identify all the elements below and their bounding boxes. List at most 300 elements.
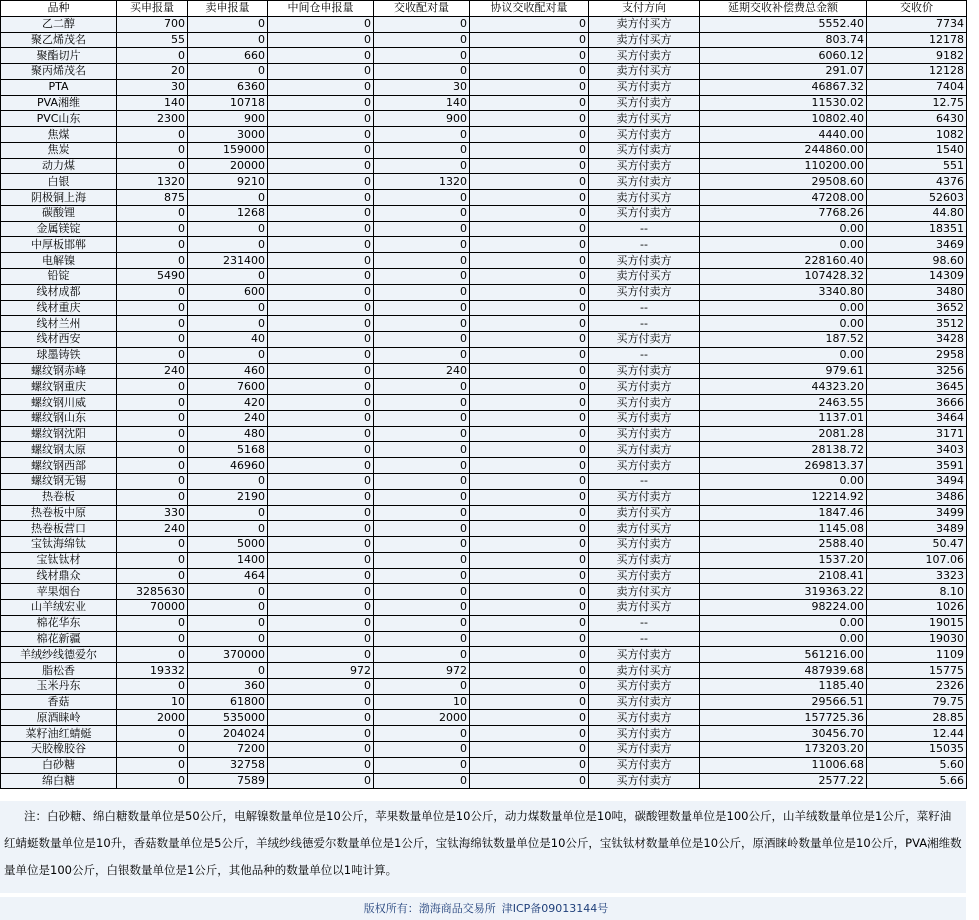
- cell-agreement-qty: 0: [470, 205, 589, 221]
- cell-variety: 阴极铜上海: [1, 190, 117, 206]
- cell-pay-direction: 买方付卖方: [589, 410, 700, 426]
- table-row: [1, 48, 967, 64]
- cell-price: 7734: [867, 16, 967, 32]
- table-body: [1, 16, 967, 789]
- cell-price: 15035: [867, 741, 967, 757]
- header-agreement-qty: 协议交收配对量: [470, 1, 589, 17]
- cell-compensation: 319363.22: [700, 584, 867, 600]
- cell-agreement-qty: 0: [470, 379, 589, 395]
- cell-match-qty: 972: [374, 663, 470, 679]
- cell-middle-qty: 0: [268, 379, 374, 395]
- cell-variety: 螺纹钢西部: [1, 458, 117, 474]
- table-row: [1, 363, 967, 379]
- cell-variety: 螺纹钢川威: [1, 395, 117, 411]
- cell-pay-direction: 卖方付买方: [589, 190, 700, 206]
- cell-agreement-qty: 0: [470, 647, 589, 663]
- cell-variety: 宝钛钛材: [1, 552, 117, 568]
- cell-buy-qty: 0: [117, 757, 188, 773]
- cell-match-qty: 900: [374, 111, 470, 127]
- cell-match-qty: 0: [374, 64, 470, 80]
- cell-price: 3323: [867, 568, 967, 584]
- cell-buy-qty: 0: [117, 284, 188, 300]
- cell-price: 3464: [867, 410, 967, 426]
- cell-price: 15775: [867, 663, 967, 679]
- cell-buy-qty: 0: [117, 142, 188, 158]
- cell-compensation: 157725.36: [700, 710, 867, 726]
- cell-pay-direction: 卖方付买方: [589, 16, 700, 32]
- cell-variety: 焦煤: [1, 127, 117, 143]
- cell-pay-direction: 买方付卖方: [589, 426, 700, 442]
- cell-sell-qty: 464: [188, 568, 268, 584]
- cell-compensation: 2577.22: [700, 773, 867, 789]
- cell-compensation: 110200.00: [700, 158, 867, 174]
- cell-match-qty: 240: [374, 363, 470, 379]
- cell-compensation: 487939.68: [700, 663, 867, 679]
- table-row: [1, 442, 967, 458]
- cell-pay-direction: 买方付卖方: [589, 678, 700, 694]
- cell-variety: PVA湘维: [1, 95, 117, 111]
- cell-agreement-qty: 0: [470, 347, 589, 363]
- cell-pay-direction: 买方付卖方: [589, 726, 700, 742]
- units-note-text: 注：白砂糖、绵白糖数量单位是50公斤，电解镍数量单位是10公斤，苹果数量单位是10公斤，动力煤数量单位是10吨，碳酸锂数量单位是100公斤，山羊绒数量单位是1公斤，菜籽油红蜻蜓数量单位是10升，香菇数量单位是5公斤，羊绒纱线德爱尔数量单位是1公斤，宝钛海绵钛数量单位是10公斤，宝钛钛材数量单位是10公斤，原酒睐岭数量单位是10公斤，PVA湘维数量单位是100公斤，白银数量单位是1公斤，其他品种的数量单位以1吨计算。: [4, 809, 962, 877]
- cell-sell-qty: 460: [188, 363, 268, 379]
- cell-compensation: 44323.20: [700, 379, 867, 395]
- cell-compensation: 803.74: [700, 32, 867, 48]
- cell-variety: 铅锭: [1, 269, 117, 285]
- cell-middle-qty: 0: [268, 521, 374, 537]
- cell-compensation: 5552.40: [700, 16, 867, 32]
- cell-pay-direction: 买方付卖方: [589, 205, 700, 221]
- page-footer: [0, 897, 966, 920]
- cell-variety: 螺纹钢赤峰: [1, 363, 117, 379]
- cell-variety: 线材西安: [1, 332, 117, 348]
- cell-variety: 热卷板营口: [1, 521, 117, 537]
- cell-pay-direction: --: [589, 300, 700, 316]
- cell-match-qty: 1320: [374, 174, 470, 190]
- cell-middle-qty: 0: [268, 442, 374, 458]
- cell-sell-qty: 0: [188, 269, 268, 285]
- icp-link[interactable]: 津ICP备09013144号: [501, 902, 609, 915]
- cell-buy-qty: 0: [117, 568, 188, 584]
- cell-pay-direction: --: [589, 473, 700, 489]
- cell-buy-qty: 0: [117, 726, 188, 742]
- cell-price: 3494: [867, 473, 967, 489]
- cell-match-qty: 0: [374, 284, 470, 300]
- cell-sell-qty: 0: [188, 615, 268, 631]
- cell-pay-direction: 买方付卖方: [589, 568, 700, 584]
- table-row: [1, 190, 967, 206]
- cell-price: 19030: [867, 631, 967, 647]
- cell-pay-direction: --: [589, 221, 700, 237]
- cell-variety: 螺纹钢山东: [1, 410, 117, 426]
- cell-middle-qty: 0: [268, 773, 374, 789]
- cell-pay-direction: 买方付卖方: [589, 332, 700, 348]
- cell-variety: 电解镍: [1, 253, 117, 269]
- cell-price: 3480: [867, 284, 967, 300]
- cell-buy-qty: 0: [117, 253, 188, 269]
- cell-variety: 中厚板邯郸: [1, 237, 117, 253]
- cell-buy-qty: 0: [117, 237, 188, 253]
- cell-variety: 棉花新疆: [1, 631, 117, 647]
- cell-variety: 香菇: [1, 694, 117, 710]
- cell-middle-qty: 0: [268, 158, 374, 174]
- cell-middle-qty: 0: [268, 584, 374, 600]
- table-row: [1, 741, 967, 757]
- cell-match-qty: 0: [374, 568, 470, 584]
- cell-match-qty: 0: [374, 458, 470, 474]
- cell-buy-qty: 2300: [117, 111, 188, 127]
- cell-buy-qty: 0: [117, 647, 188, 663]
- cell-compensation: 0.00: [700, 473, 867, 489]
- cell-middle-qty: 0: [268, 237, 374, 253]
- cell-agreement-qty: 0: [470, 221, 589, 237]
- cell-agreement-qty: 0: [470, 300, 589, 316]
- cell-buy-qty: 10: [117, 694, 188, 710]
- cell-compensation: 2108.41: [700, 568, 867, 584]
- cell-agreement-qty: 0: [470, 678, 589, 694]
- cell-price: 1540: [867, 142, 967, 158]
- copyright-text: 版权所有：渤海商品交易所: [363, 902, 496, 915]
- table-row: [1, 379, 967, 395]
- cell-middle-qty: 0: [268, 678, 374, 694]
- cell-buy-qty: 0: [117, 332, 188, 348]
- cell-middle-qty: 0: [268, 726, 374, 742]
- cell-buy-qty: 0: [117, 615, 188, 631]
- header-pay-direction: 支付方向: [589, 1, 700, 17]
- cell-sell-qty: 370000: [188, 647, 268, 663]
- cell-compensation: 1145.08: [700, 521, 867, 537]
- cell-middle-qty: 0: [268, 615, 374, 631]
- cell-middle-qty: 0: [268, 142, 374, 158]
- cell-pay-direction: 买方付卖方: [589, 158, 700, 174]
- cell-variety: 线材兰州: [1, 316, 117, 332]
- cell-pay-direction: 买方付卖方: [589, 127, 700, 143]
- cell-match-qty: 0: [374, 489, 470, 505]
- cell-variety: 螺纹钢重庆: [1, 379, 117, 395]
- cell-middle-qty: 0: [268, 253, 374, 269]
- table-header-row: [1, 1, 967, 17]
- cell-middle-qty: 0: [268, 16, 374, 32]
- cell-pay-direction: 买方付卖方: [589, 174, 700, 190]
- table-row: [1, 568, 967, 584]
- cell-middle-qty: 0: [268, 458, 374, 474]
- cell-buy-qty: 0: [117, 426, 188, 442]
- cell-sell-qty: 32758: [188, 757, 268, 773]
- cell-buy-qty: 0: [117, 458, 188, 474]
- header-variety: 品种: [1, 1, 117, 17]
- cell-pay-direction: 买方付卖方: [589, 757, 700, 773]
- cell-buy-qty: 330: [117, 505, 188, 521]
- cell-middle-qty: 0: [268, 127, 374, 143]
- cell-pay-direction: 买方付卖方: [589, 552, 700, 568]
- cell-match-qty: 0: [374, 426, 470, 442]
- header-buy-qty: 买申报量: [117, 1, 188, 17]
- table-row: [1, 678, 967, 694]
- cell-sell-qty: 0: [188, 221, 268, 237]
- cell-agreement-qty: 0: [470, 332, 589, 348]
- cell-sell-qty: 240: [188, 410, 268, 426]
- cell-buy-qty: 0: [117, 442, 188, 458]
- cell-agreement-qty: 0: [470, 253, 589, 269]
- cell-match-qty: 0: [374, 773, 470, 789]
- cell-agreement-qty: 0: [470, 473, 589, 489]
- cell-middle-qty: 0: [268, 300, 374, 316]
- cell-agreement-qty: 0: [470, 95, 589, 111]
- cell-pay-direction: --: [589, 347, 700, 363]
- cell-match-qty: 0: [374, 237, 470, 253]
- cell-compensation: 11530.02: [700, 95, 867, 111]
- cell-middle-qty: 0: [268, 552, 374, 568]
- cell-pay-direction: 买方付卖方: [589, 773, 700, 789]
- cell-pay-direction: 买方付卖方: [589, 395, 700, 411]
- cell-pay-direction: 买方付卖方: [589, 458, 700, 474]
- cell-sell-qty: 0: [188, 584, 268, 600]
- cell-match-qty: 0: [374, 600, 470, 616]
- table-row: [1, 489, 967, 505]
- cell-price: 52603: [867, 190, 967, 206]
- cell-price: 28.85: [867, 710, 967, 726]
- cell-compensation: 0.00: [700, 237, 867, 253]
- cell-agreement-qty: 0: [470, 710, 589, 726]
- cell-sell-qty: 535000: [188, 710, 268, 726]
- cell-compensation: 1185.40: [700, 678, 867, 694]
- cell-match-qty: 0: [374, 647, 470, 663]
- cell-sell-qty: 3000: [188, 127, 268, 143]
- cell-pay-direction: 买方付卖方: [589, 741, 700, 757]
- table-row: [1, 32, 967, 48]
- table-row: [1, 663, 967, 679]
- cell-agreement-qty: 0: [470, 269, 589, 285]
- cell-match-qty: 0: [374, 48, 470, 64]
- cell-sell-qty: 5000: [188, 537, 268, 553]
- cell-sell-qty: 10718: [188, 95, 268, 111]
- cell-price: 3512: [867, 316, 967, 332]
- cell-agreement-qty: 0: [470, 16, 589, 32]
- cell-buy-qty: 140: [117, 95, 188, 111]
- cell-compensation: 0.00: [700, 221, 867, 237]
- header-match-qty: 交收配对量: [374, 1, 470, 17]
- cell-agreement-qty: 0: [470, 284, 589, 300]
- cell-agreement-qty: 0: [470, 552, 589, 568]
- cell-match-qty: 0: [374, 221, 470, 237]
- cell-match-qty: 0: [374, 127, 470, 143]
- cell-compensation: 561216.00: [700, 647, 867, 663]
- cell-buy-qty: 0: [117, 552, 188, 568]
- cell-price: 3469: [867, 237, 967, 253]
- cell-buy-qty: 240: [117, 363, 188, 379]
- cell-match-qty: 0: [374, 253, 470, 269]
- table-row: [1, 458, 967, 474]
- cell-buy-qty: 0: [117, 773, 188, 789]
- cell-variety: 白砂糖: [1, 757, 117, 773]
- cell-variety: 菜籽油红蜻蜓: [1, 726, 117, 742]
- cell-price: 7404: [867, 79, 967, 95]
- cell-sell-qty: 360: [188, 678, 268, 694]
- cell-compensation: 269813.37: [700, 458, 867, 474]
- cell-price: 5.60: [867, 757, 967, 773]
- cell-price: 12.44: [867, 726, 967, 742]
- cell-pay-direction: 买方付卖方: [589, 379, 700, 395]
- cell-variety: PTA: [1, 79, 117, 95]
- cell-variety: 绵白糖: [1, 773, 117, 789]
- cell-compensation: 30456.70: [700, 726, 867, 742]
- cell-match-qty: 0: [374, 142, 470, 158]
- cell-pay-direction: 卖方付买方: [589, 32, 700, 48]
- table-row: [1, 316, 967, 332]
- table-row: [1, 237, 967, 253]
- cell-sell-qty: 480: [188, 426, 268, 442]
- cell-match-qty: 0: [374, 678, 470, 694]
- cell-price: 44.80: [867, 205, 967, 221]
- cell-sell-qty: 0: [188, 32, 268, 48]
- cell-match-qty: 0: [374, 615, 470, 631]
- cell-variety: 白银: [1, 174, 117, 190]
- cell-sell-qty: 0: [188, 600, 268, 616]
- cell-compensation: 4440.00: [700, 127, 867, 143]
- cell-variety: 天胶橡胶谷: [1, 741, 117, 757]
- cell-price: 3666: [867, 395, 967, 411]
- cell-variety: 脂松香: [1, 663, 117, 679]
- table-row: [1, 426, 967, 442]
- cell-compensation: 46867.32: [700, 79, 867, 95]
- cell-buy-qty: 0: [117, 205, 188, 221]
- cell-compensation: 979.61: [700, 363, 867, 379]
- cell-price: 3403: [867, 442, 967, 458]
- cell-buy-qty: 0: [117, 741, 188, 757]
- cell-price: 2326: [867, 678, 967, 694]
- cell-sell-qty: 6360: [188, 79, 268, 95]
- cell-match-qty: 0: [374, 332, 470, 348]
- cell-compensation: 291.07: [700, 64, 867, 80]
- cell-middle-qty: 0: [268, 48, 374, 64]
- cell-sell-qty: 7589: [188, 773, 268, 789]
- cell-middle-qty: 972: [268, 663, 374, 679]
- cell-middle-qty: 0: [268, 64, 374, 80]
- header-compensation: 延期交收补偿费总金额: [700, 1, 867, 17]
- cell-price: 18351: [867, 221, 967, 237]
- cell-compensation: 10802.40: [700, 111, 867, 127]
- cell-variety: 热卷板: [1, 489, 117, 505]
- cell-sell-qty: 0: [188, 505, 268, 521]
- cell-middle-qty: 0: [268, 537, 374, 553]
- table-row: [1, 300, 967, 316]
- cell-variety: 羊绒纱线德爱尔: [1, 647, 117, 663]
- cell-pay-direction: 卖方付买方: [589, 663, 700, 679]
- cell-pay-direction: --: [589, 631, 700, 647]
- cell-price: 19015: [867, 615, 967, 631]
- cell-middle-qty: 0: [268, 347, 374, 363]
- cell-buy-qty: 0: [117, 678, 188, 694]
- cell-buy-qty: 1320: [117, 174, 188, 190]
- cell-price: 98.60: [867, 253, 967, 269]
- cell-buy-qty: 30: [117, 79, 188, 95]
- cell-match-qty: 0: [374, 316, 470, 332]
- cell-price: 3428: [867, 332, 967, 348]
- table-row: [1, 64, 967, 80]
- cell-variety: 动力煤: [1, 158, 117, 174]
- cell-variety: 玉米丹东: [1, 678, 117, 694]
- cell-match-qty: 2000: [374, 710, 470, 726]
- cell-buy-qty: 5490: [117, 269, 188, 285]
- cell-variety: 螺纹钢太原: [1, 442, 117, 458]
- cell-middle-qty: 0: [268, 600, 374, 616]
- table-row: [1, 221, 967, 237]
- cell-middle-qty: 0: [268, 426, 374, 442]
- cell-middle-qty: 0: [268, 741, 374, 757]
- cell-buy-qty: 0: [117, 489, 188, 505]
- cell-match-qty: 0: [374, 395, 470, 411]
- cell-compensation: 2463.55: [700, 395, 867, 411]
- cell-variety: 金属镁锭: [1, 221, 117, 237]
- cell-middle-qty: 0: [268, 95, 374, 111]
- cell-sell-qty: 231400: [188, 253, 268, 269]
- table-row: [1, 521, 967, 537]
- table-row: [1, 127, 967, 143]
- cell-compensation: 0.00: [700, 347, 867, 363]
- cell-variety: 聚酯切片: [1, 48, 117, 64]
- table-row: [1, 158, 967, 174]
- cell-agreement-qty: 0: [470, 663, 589, 679]
- cell-match-qty: 0: [374, 205, 470, 221]
- cell-agreement-qty: 0: [470, 537, 589, 553]
- cell-match-qty: 0: [374, 552, 470, 568]
- cell-variety: 热卷板中原: [1, 505, 117, 521]
- cell-sell-qty: 20000: [188, 158, 268, 174]
- cell-price: 3489: [867, 521, 967, 537]
- cell-compensation: 2081.28: [700, 426, 867, 442]
- cell-middle-qty: 0: [268, 79, 374, 95]
- cell-pay-direction: 买方付卖方: [589, 647, 700, 663]
- table-row: [1, 615, 967, 631]
- cell-compensation: 11006.68: [700, 757, 867, 773]
- cell-match-qty: 0: [374, 300, 470, 316]
- header-middle-qty: 中间仓申报量: [268, 1, 374, 17]
- cell-middle-qty: 0: [268, 631, 374, 647]
- table-row: [1, 600, 967, 616]
- cell-variety: 宝钛海绵钛: [1, 537, 117, 553]
- table-row: [1, 410, 967, 426]
- cell-match-qty: 140: [374, 95, 470, 111]
- cell-pay-direction: 买方付卖方: [589, 48, 700, 64]
- cell-sell-qty: 0: [188, 16, 268, 32]
- cell-pay-direction: 买方付卖方: [589, 442, 700, 458]
- cell-agreement-qty: 0: [470, 631, 589, 647]
- cell-pay-direction: 买方付卖方: [589, 79, 700, 95]
- cell-pay-direction: 买方付卖方: [589, 363, 700, 379]
- cell-agreement-qty: 0: [470, 32, 589, 48]
- cell-middle-qty: 0: [268, 190, 374, 206]
- cell-sell-qty: 40: [188, 332, 268, 348]
- cell-match-qty: 0: [374, 269, 470, 285]
- cell-compensation: 244860.00: [700, 142, 867, 158]
- cell-price: 1109: [867, 647, 967, 663]
- cell-pay-direction: 买方付卖方: [589, 142, 700, 158]
- cell-sell-qty: 1400: [188, 552, 268, 568]
- cell-agreement-qty: 0: [470, 489, 589, 505]
- cell-middle-qty: 0: [268, 174, 374, 190]
- cell-variety: 聚丙烯茂名: [1, 64, 117, 80]
- cell-sell-qty: 0: [188, 473, 268, 489]
- cell-sell-qty: 900: [188, 111, 268, 127]
- cell-middle-qty: 0: [268, 221, 374, 237]
- cell-compensation: 12214.92: [700, 489, 867, 505]
- cell-sell-qty: 0: [188, 190, 268, 206]
- cell-buy-qty: 240: [117, 521, 188, 537]
- cell-middle-qty: 0: [268, 473, 374, 489]
- cell-buy-qty: 0: [117, 631, 188, 647]
- cell-match-qty: 0: [374, 16, 470, 32]
- table-row: [1, 205, 967, 221]
